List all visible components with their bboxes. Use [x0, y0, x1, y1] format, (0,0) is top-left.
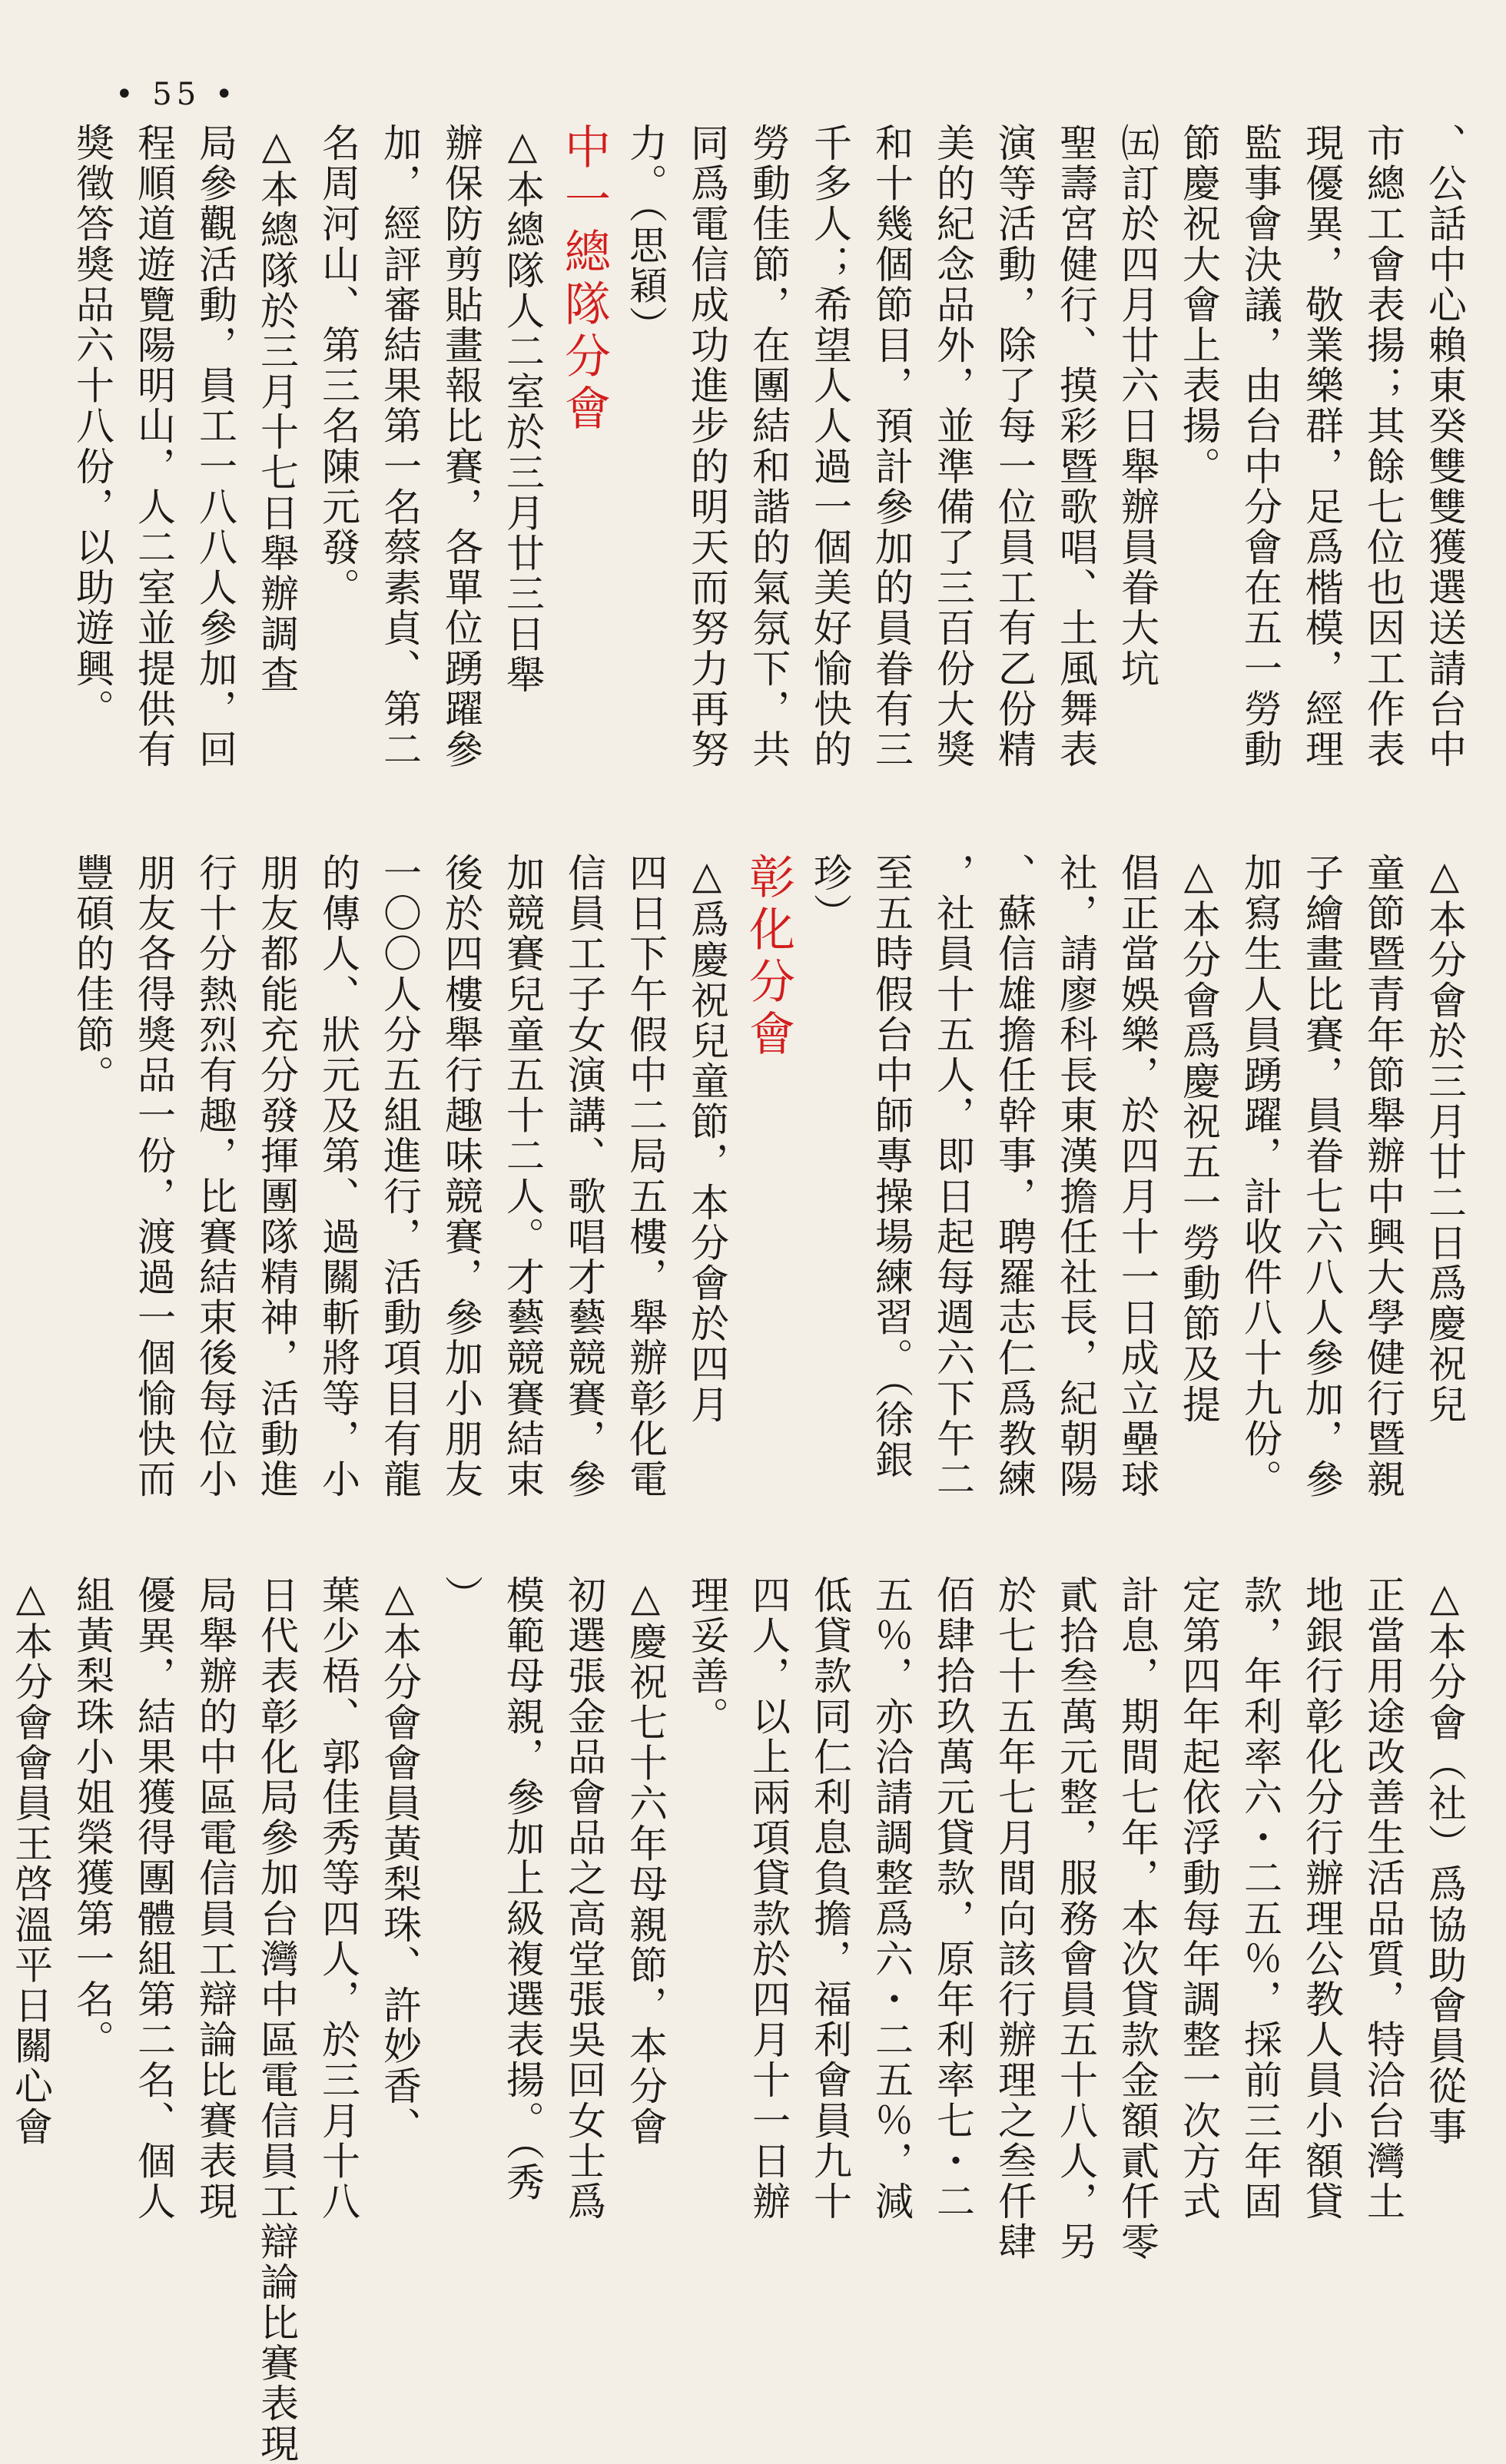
text-line: 童節暨青年節舉辦中興大學健行暨親 [1361, 853, 1405, 1500]
text-line: △本分會（社）爲協助會員從事 [1422, 1575, 1467, 2147]
text-line: 行十分熱烈有趣，比賽結束後每位小 [193, 853, 237, 1500]
text-line: 地銀行彰化分行辦理公教人員小額貸 [1299, 1575, 1344, 2222]
text-line: 佰肆拾玖萬元貸款，原年利率七・二 [930, 1575, 975, 2222]
text-line: 款，年利率六・二五％，採前三年固 [1238, 1575, 1282, 2222]
text-line: ，社員十五人，即日起每週六下午二 [930, 853, 975, 1500]
text-line: 四人，以上兩項貸款於四月十一日辦 [746, 1575, 791, 2222]
text-line: 葉少梧、郭佳秀等四人，於三月十八 [316, 1575, 360, 2222]
section-heading-changhua: 彰化分會 [741, 853, 795, 1062]
text-line: 和十幾個節目，預計參加的員眷有三 [869, 123, 914, 770]
text-line: 正當用途改善生活品質，特洽台灣土 [1361, 1575, 1405, 2222]
text-line: 朋友各得獎品一份，渡過一個愉快而 [131, 853, 176, 1500]
text-line: 加競賽兒童五十二人。才藝競賽結束 [500, 853, 545, 1500]
text-line: △本分會會員黃梨珠、許妙香、 [377, 1575, 422, 2147]
text-line: 獎徵答獎品六十八份，以助遊興。 [70, 123, 114, 729]
text-line: △本分會爲慶祝五一勞動節及提 [1176, 853, 1221, 1425]
text-line: 模範母親，參加上級複選表揚。（秀 [500, 1575, 545, 2203]
text-line: △本分會會員王啓溫平日關心會 [8, 1575, 53, 2147]
text-line: 節慶祝大會上表揚。 [1176, 123, 1221, 487]
text-line: 子繪畫比賽，員眷七六八人參加，參 [1299, 853, 1344, 1500]
text-line: ） [439, 1575, 483, 1616]
text-line: 聖壽宮健行、摸彩暨歌唱、土風舞表 [1053, 123, 1098, 770]
text-line: 名周河山、第三名陳元發。 [316, 123, 360, 609]
text-line: 後於四樓舉行趣味競賽，參加小朋友 [439, 853, 483, 1500]
text-line: 於七十五年七月間向該行辦理之叁仟肆 [992, 1575, 1037, 2263]
section-heading-zhongyi: 中一總隊分會 [557, 123, 611, 436]
article-block-top [61, 123, 1475, 814]
text-line: 勞動佳節，在團結和諧的氣氛下，共 [746, 123, 791, 770]
page-number: • 55 • [115, 77, 238, 112]
text-line: 辦保防剪貼畫報比賽，各單位踴躍參 [439, 123, 483, 770]
text-line: 同爲電信成功進步的明天而努力再努 [685, 123, 729, 770]
article-block-bottom [0, 1575, 1475, 2464]
text-line: 優異，結果獲得團體組第二名、個人 [131, 1575, 176, 2222]
text-line: 千多人；希望人人過一個美好愉快的 [808, 123, 852, 770]
text-line: 局參觀活動，員工一八八人參加，回 [193, 123, 237, 770]
text-line: △爲慶祝兒童節，本分會於四月 [685, 853, 729, 1425]
text-line: 局舉辦的中區電信員工辯論比賽表現 [193, 1575, 237, 2222]
text-line: 計息，期間七年，本次貸款金額貳仟零 [1115, 1575, 1159, 2263]
text-line: 低貸款同仁利息負擔，福利會員九十 [808, 1575, 852, 2222]
text-line: 現優異，敬業樂群，足爲楷模，經理 [1299, 123, 1344, 770]
text-line: 一〇〇人分五組進行，活動項目有龍 [377, 853, 422, 1500]
text-line: △本分會於三月廿二日爲慶祝兒 [1422, 853, 1467, 1425]
text-line: 理妥善。 [685, 1575, 729, 1737]
text-line: 朋友都能充分發揮團隊精神，活動進 [254, 853, 299, 1500]
text-line: 美的紀念品外，並準備了三百份大獎 [930, 123, 975, 770]
text-line: 信員工子女演講、歌唱才藝競賽，參 [562, 853, 606, 1500]
text-line: 倡正當娛樂，於四月十一日成立壘球 [1115, 853, 1159, 1500]
text-line: △本總隊人二室於三月廿三日舉 [500, 123, 545, 695]
text-line: 組黃梨珠小姐榮獲第一名。 [70, 1575, 114, 2061]
text-line: 社，請廖科長東漢擔任社長，紀朝陽 [1053, 853, 1098, 1500]
article-block-middle [61, 853, 1475, 1544]
text-line: 加寫生人員踴躍，計收件八十九份。 [1238, 853, 1282, 1500]
text-line: 日代表彰化局參加台灣中區電信員工辯論比賽表現 [254, 1575, 299, 2464]
text-line: ㈤訂於四月廿六日舉辦員眷大坑 [1115, 123, 1159, 689]
text-line: 市總工會表揚；其餘七位也因工作表 [1361, 123, 1405, 770]
text-line: 、公話中心賴東癸雙雙獲選送請台中 [1422, 123, 1467, 770]
text-line: 珍） [808, 853, 852, 934]
text-line: 初選張金品會品之高堂張吳回女士爲 [562, 1575, 606, 2222]
text-line: 的傳人、狀元及第、過關斬將等，小 [316, 853, 360, 1500]
text-line: 定第四年起依浮動每年調整一次方式 [1176, 1575, 1221, 2222]
text-line: △慶祝七十六年母親節，本分會 [623, 1575, 668, 2147]
text-line: 至五時假台中師專操場練習。（徐銀 [869, 853, 914, 1481]
text-line: 力。（思穎） [623, 123, 668, 347]
text-line: △本總隊於三月十七日舉辦調查 [254, 123, 299, 695]
text-line: 演等活動，除了每一位員工有乙份精 [992, 123, 1037, 770]
text-line: 加，經評審結果第一名蔡素貞、第二 [377, 123, 422, 770]
text-line: 程順道遊覽陽明山，人二室並提供有 [131, 123, 176, 770]
text-line: 監事會決議，由台中分會在五一勞動 [1238, 123, 1282, 770]
text-line: 、蘇信雄擔任幹事，聘羅志仁爲教練 [992, 853, 1037, 1500]
text-line: 五％，亦洽請調整爲六・二五％，減 [869, 1575, 914, 2222]
text-line: 貳拾叁萬元整，服務會員五十八人，另 [1053, 1575, 1098, 2263]
text-line: 豐碩的佳節。 [70, 853, 114, 1096]
text-line: 四日下午假中二局五樓，舉辦彰化電 [623, 853, 668, 1500]
